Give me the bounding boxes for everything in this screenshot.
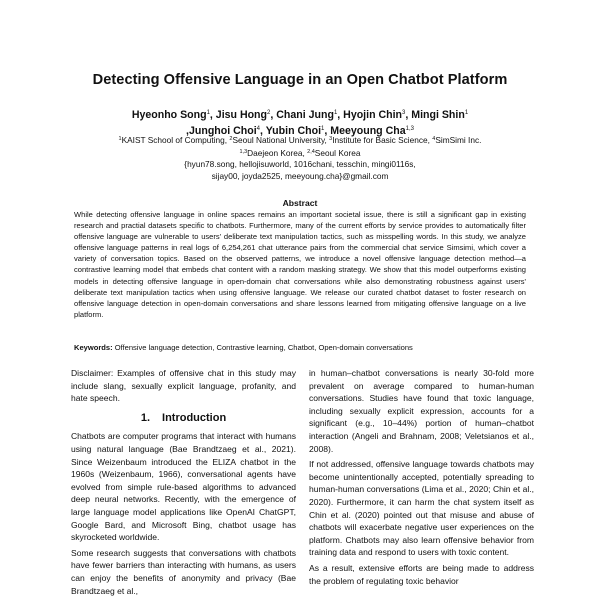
author: Meeyoung Cha$^{1,3}$	[330, 124, 414, 137]
author: Hyojin Chin$^3$	[343, 109, 406, 121]
abstract-heading: Abstract	[282, 198, 318, 208]
author: Yubin Choi$^1$	[265, 124, 325, 137]
author: Jisu Hong$^2$	[215, 109, 271, 121]
section-heading-introduction: 1. Introduction	[140, 411, 227, 424]
right-column	[309, 367, 534, 590]
paragraph: Some research suggests that conversations with chatbots have fewer barriers than interacting with humans, as users can enjoy the benefits of anonymity and privacy (Bae Brandtzaeg et al.,	[71, 547, 296, 596]
affiliations	[0, 134, 600, 183]
author: Mingi Shin$^1$	[411, 109, 469, 121]
paragraph: If not addressed, offensive language towards chatbots may become unintentionally accepted, potentially spreading to human-human conversations (Lima et al., 2020; Chin et al., 2020). Furthermore, it can harm the chat system itself as Chin et al. (2020) pointed out that misuse and abuse of chatbots will exacerbate negative user experiences on the platform. Chatbots may also learn offensive behavior from training data and respond to users with toxic content.	[309, 459, 534, 558]
author-emails: {hyun78.song, hellojisuworld, 1016chani, tesschin, mingi0116s,	[184, 159, 416, 170]
paragraph: Chatbots are computer programs that interact with humans using natural language (Bae Brandtzaeg et al., 2021). Since Weizenbaum introduced the ELIZA chatbot in the 1960s (Weizenbaum, 1966), conversational agents have evolved from simple rule-based algorithms to advanced deep neural networks. Recently, with the emergence of large language model applications like OpenAI ChatGPT, Google Bard, and Microsoft Bing, chatbot usage has skyrocketed worldwide.	[71, 431, 296, 543]
disclaimer: Disclaimer: Examples of offensive chat in this study may include slang, sexually explicit language, profanity, and hate speech.	[71, 368, 296, 404]
author: Chani Jung$^1$	[276, 109, 338, 121]
keywords-label: Keywords:	[74, 343, 113, 352]
keywords	[74, 343, 526, 352]
paper-title: Detecting Offensive Language in an Open Chatbot Platform	[92, 72, 508, 88]
author: Hyeonho Song$^1$	[131, 109, 210, 121]
authors-line-2: ,Junghoi Choi$^4$, Yubin Choi$^1$, Meeyoung Cha$^{1,3}$	[186, 124, 414, 137]
author-emails: sijay00, joyda2525, meeyoung.cha}@gmail.com	[211, 171, 389, 182]
affiliation-line-2: $^{1,3}$Daejeon Korea, $^{2,4}$Seoul Korea	[239, 147, 361, 158]
keywords-text: Offensive language detection, Contrastive learning, Chatbot, Open-domain conversations	[112, 343, 413, 352]
affiliation-line-1: $^1$KAIST School of Computing, $^2$Seoul National University, $^3$Institute for Basic Science, $^4$SimSimi Inc.	[118, 135, 482, 145]
abstract-body: While detecting offensive language in online spaces remains an important societal issue, there is still a significant gap in existing research and practial datasets specific to chatbots. Furthermore, many of the current efforts by service provides to automatically filter offensive language are vulnerable to users' deliberate text manipulation tactics, such as misspelling words. In this study, we analyze offensive language patterns in real logs of 6,254,261 chat utterance pairs from the commercial chat service Simsimi, which cover a variety of conversation topics. Based on the observed patterns, we introduce a novel offensive language detection method—a contrastive learning model that embeds chat content with a random masking strategy. We show that this model outperforms existing models in detecting offensive language in open-domain chat conversations while also demonstrating robustness against users' deliberate text manipulation tactics when using offensive language. We release our curated chatbot dataset to foster research on offensive language detection in open-domain conversations and share lessons learned from mitigating offensive language on a live platform.	[74, 210, 526, 319]
paragraph: As a result, extensive efforts are being made to address the problem of regulating toxic behavior	[309, 562, 534, 586]
author: Junghoi Choi$^4$	[188, 124, 260, 137]
authors-line-1: Hyeonho Song$^1$, Jisu Hong$^2$, Chani Jung$^1$, Hyojin Chin$^3$, Mingi Shin$^1$	[131, 109, 469, 121]
left-column	[71, 367, 296, 600]
paragraph: in human–chatbot conversations is nearly 30-fold more prevalent on average compared to human-human conversations. Studies have found that toxic language, including sexually explicit expression, accounts for a significant (e.g., 10–44%) portion of human–chatbot interaction (Angeli and Brahnam, 2008; Veletsianos et al., 2008).	[309, 368, 534, 454]
